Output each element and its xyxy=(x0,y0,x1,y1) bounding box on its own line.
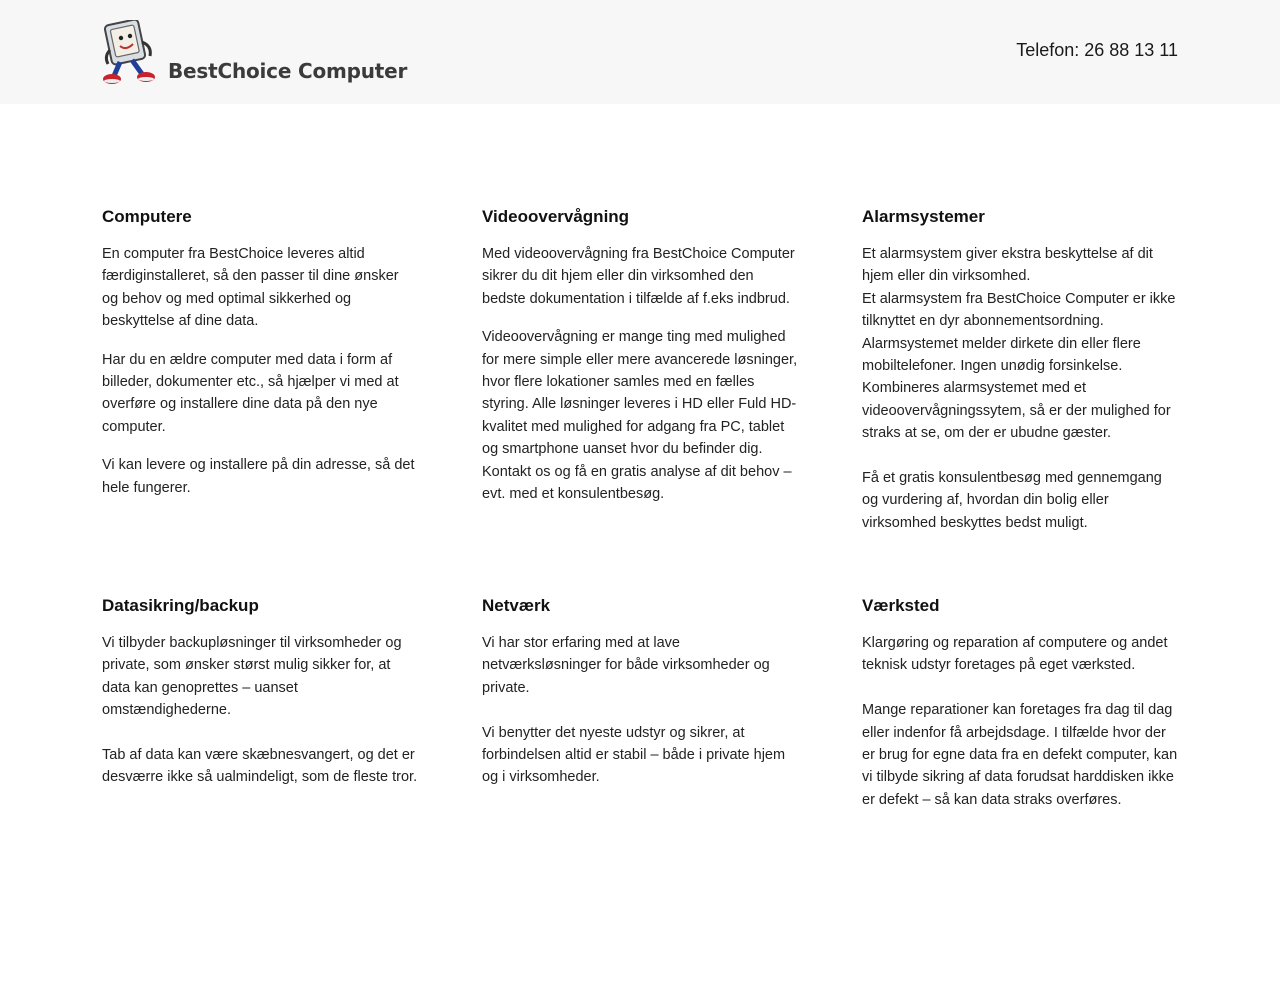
service-title: Datasikring/backup xyxy=(102,596,259,615)
service-videoovervaagning xyxy=(482,206,798,595)
service-text: Et alarmsystem giver ekstra beskyttelse af dit hjem eller din virksomhed. Et alarmsystem fra BestChoice Computer er ikke tilknyttet en dyr abonnementsordning. Alarmsystemet melder dirkete din eller flere mobiltelefoner. Ingen unødig forsinkelse. Kombineres alarmsystemet med et videoovervågningssytem, så er der mulighed for straks at se, om der er ubudne gæster. Få et gratis konsulentbesøg med gennemgang og vurdering af, hvordan din bolig eller virksomhed beskyttes bedst muligt. xyxy=(862,246,1176,531)
brand-name: BestChoice Computer xyxy=(168,59,408,83)
service-title: Netværk xyxy=(482,596,551,615)
service-alarmsystemer xyxy=(862,206,1178,595)
service-title: Værksted xyxy=(862,596,940,615)
services-grid xyxy=(102,206,1178,984)
service-text: Videoovervågning er mange ting med mulighed for mere simple eller mere avancerede løsninger, hvor flere lokationer samles med en fælles styring. Alle løsninger leveres i HD eller Fuld HD-kvalitet med mulighed for adgang fra PC, tablet og smartphone uanset hvor du befinder dig. Kontakt os og få en gratis analyse af dit behov – evt. med et konsulentbesøg. xyxy=(482,329,798,503)
service-title: Computere xyxy=(102,207,192,226)
service-title: Alarmsystemer xyxy=(862,207,985,226)
site-header xyxy=(0,0,1280,104)
service-text: Vi har stor erfaring med at lave netværksløsninger for både virksomheder og private. Vi benytter det nyeste udstyr og sikrer, at forbindelsen altid er stabil – både i private hjem og i virksomheder. xyxy=(482,635,786,786)
phone-number[interactable]: Telefon: 26 88 13 11 xyxy=(1016,40,1178,60)
service-text: Vi kan levere og installere på din adresse, så det hele fungerer. xyxy=(102,457,415,496)
service-text: En computer fra BestChoice leveres altid færdiginstalleret, så den passer til dine ønsker og behov og med optimal sikkerhed og beskyttelse af dine data. xyxy=(102,246,399,330)
service-text: Klargøring og reparation af computere og andet teknisk udstyr foretages på eget værksted. Mange reparationer kan foretages fra dag til dag eller indenfor få arbejdsdage. I tilfælde hvor der er brug for egne data fra en defekt computer, kan vi tilbyde sikring af data forudsat harddisken ikke er defekt – så kan data straks overføres. xyxy=(862,635,1178,808)
service-text: Vi tilbyder backupløsninger til virksomheder og private, som ønsker størst mulig sikker for, at data kan genoprettes – uanset omstændighederne. Tab af data kan være skæbnesvangert, og det er desværre ikke så ualmindeligt, som de fleste tror. xyxy=(102,635,418,786)
service-datasikring xyxy=(102,595,418,984)
service-vaerksted xyxy=(862,595,1178,984)
service-text: Med videoovervågning fra BestChoice Computer sikrer du dit hjem eller din virksomhed den bedste dokumentation i tilfælde af f.eks indbrud. xyxy=(482,246,795,307)
service-netvaerk xyxy=(482,595,798,984)
logo[interactable] xyxy=(102,20,407,86)
service-computere xyxy=(102,206,418,595)
service-text: Har du en ældre computer med data i form af billeder, dokumenter etc., så hjælper vi med at overføre og installere dine data på den nye computer. xyxy=(102,351,399,435)
service-title: Videoovervågning xyxy=(482,207,630,226)
mascot-logo-icon xyxy=(102,20,158,86)
